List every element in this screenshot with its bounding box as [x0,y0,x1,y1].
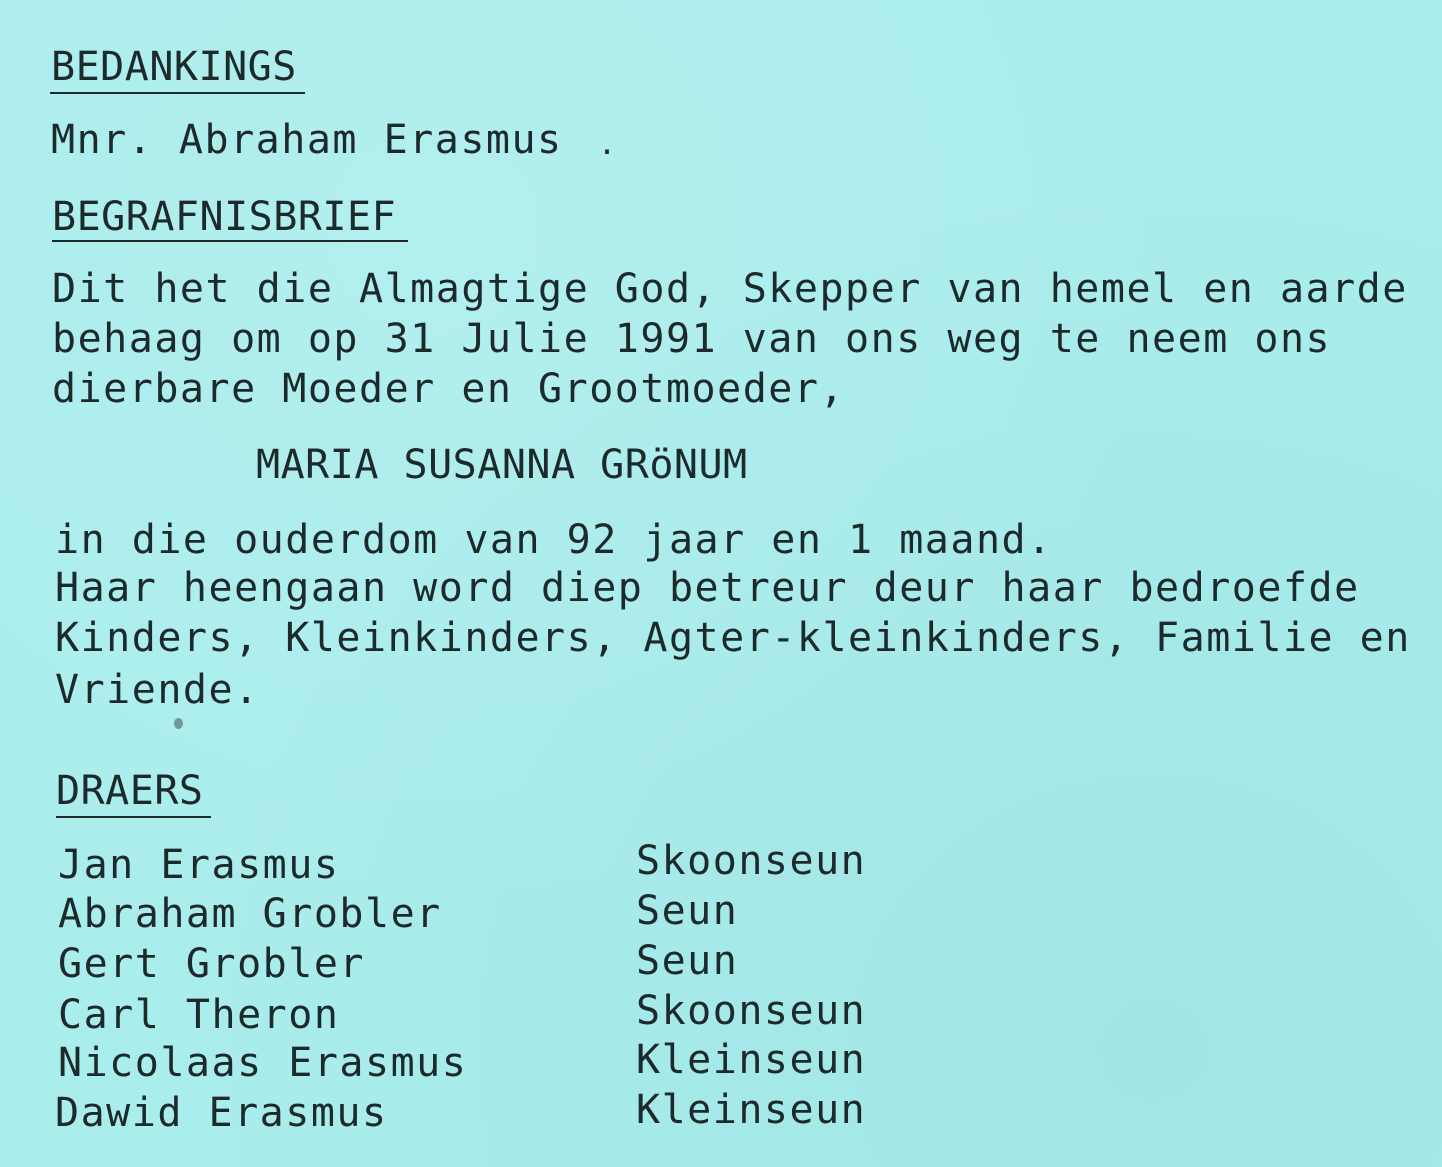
bearer-name: Abraham Grobler [58,891,442,937]
letter-line-3: dierbare Moeder en Grootmoeder, [52,366,846,412]
letter-line-4: in die ouderdom van 92 jaar en 1 maand. [55,517,1053,563]
stray-mark: . [598,127,618,162]
bearer-name: Jan Erasmus [58,842,340,888]
bearer-relation: Seun [636,938,739,984]
bearer-name: Nicolaas Erasmus [58,1040,468,1086]
bearer-name: Dawid Erasmus [55,1090,388,1136]
begrafnisbrief-underline [52,240,408,242]
thanks-name: Mnr. Abraham Erasmus [51,117,563,163]
deceased-name: MARIA SUSANNA GRöNUM [256,442,748,488]
letter-line-7: Vriende. [55,667,260,713]
bearer-relation: Kleinseun [636,1037,867,1083]
letter-line-5: Haar heengaan word diep betreur deur haar bedroefde [55,565,1360,611]
bearer-name: Carl Theron [58,992,340,1038]
bearer-relation: Kleinseun [636,1087,867,1133]
draers-heading: DRAERS [56,768,204,814]
draers-underline [56,816,211,818]
ink-spot [174,718,183,729]
bearer-name: Gert Grobler [58,941,365,987]
letter-line-2: behaag om op 31 Julie 1991 van ons weg te neem ons [52,316,1332,362]
bedankings-underline [50,92,305,94]
bedankings-heading: BEDANKINGS [51,44,297,90]
bearer-relation: Skoonseun [636,988,867,1034]
bearer-relation: Skoonseun [636,838,867,884]
letter-line-1: Dit het die Almagtige God, Skepper van hemel en aarde [52,266,1408,312]
bearer-relation: Seun [636,888,739,934]
letter-line-6: Kinders, Kleinkinders, Agter-kleinkinders, Familie en [55,615,1411,661]
begrafnisbrief-heading: BEGRAFNISBRIEF [52,194,397,240]
